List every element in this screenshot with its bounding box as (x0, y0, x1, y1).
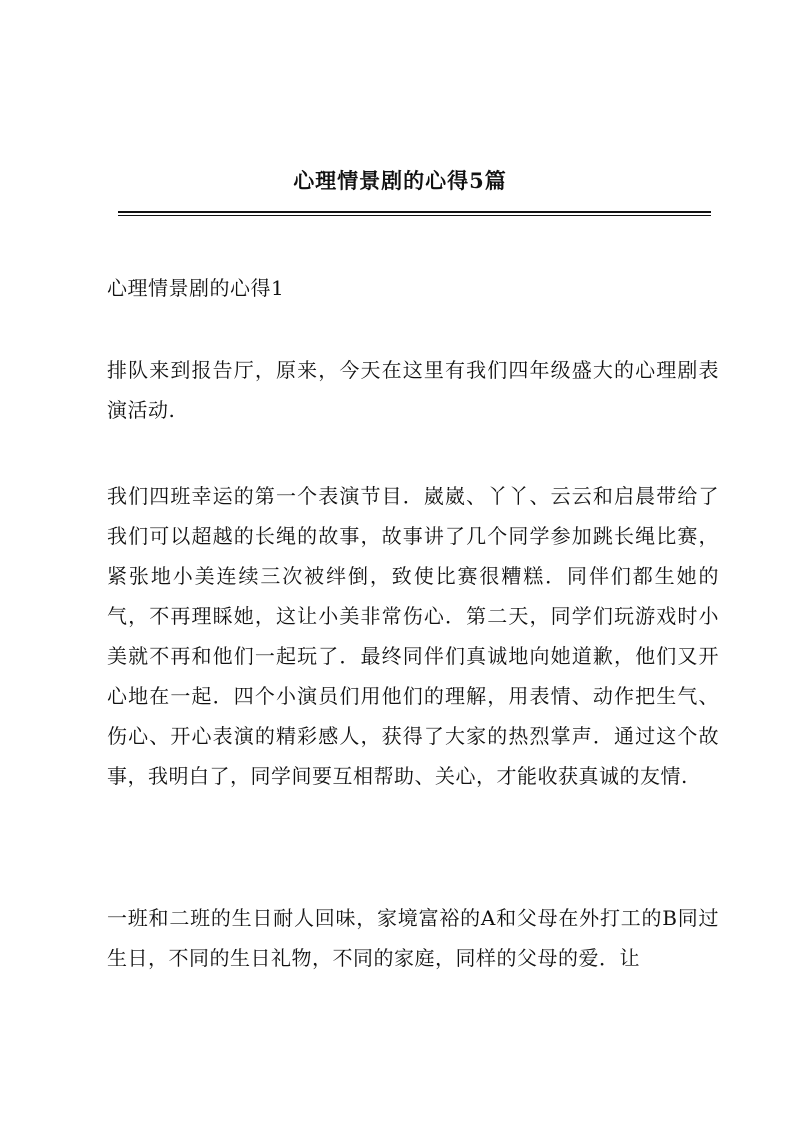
document-title: 心理情景剧的心得5篇 (293, 168, 507, 193)
section-heading: 心理情景剧的心得1 (107, 276, 285, 300)
paragraph-1: 排队来到报告厅，原来，今天在这里有我们四年级盛大的心理剧表演活动. (107, 358, 719, 422)
title-divider-thin (118, 215, 711, 216)
paragraph-3: 一班和二班的生日耐人回味，家境富裕的A和父母在外打工的B同过生日，不同的生日礼物，不同的家庭，同样的父母的爱．让 (107, 906, 719, 970)
paragraph-2: 我们四班幸运的第一个表演节目．崴崴、丫丫、云云和启晨带给了我们可以超越的长绳的故事，故事讲了几个同学参加跳长绳比赛，紧张地小美连续三次被绊倒，致使比赛很糟糕．同伴们都生她的气，不再理睬她，这让小美非常伤心．第二天，同学们玩游戏时小美就不再和他们一起玩了．最终同伴们真诚地向她道歉，他们又开心地在一起．四个小演员们用他们的理解，用表情、动作把生气、伤心、开心表演的精彩感人，获得了大家的热烈掌声．通过这个故事，我明白了，同学间要互相帮助、关心，才能收获真诚的友情. (107, 484, 719, 788)
title-divider-thick (118, 211, 711, 213)
